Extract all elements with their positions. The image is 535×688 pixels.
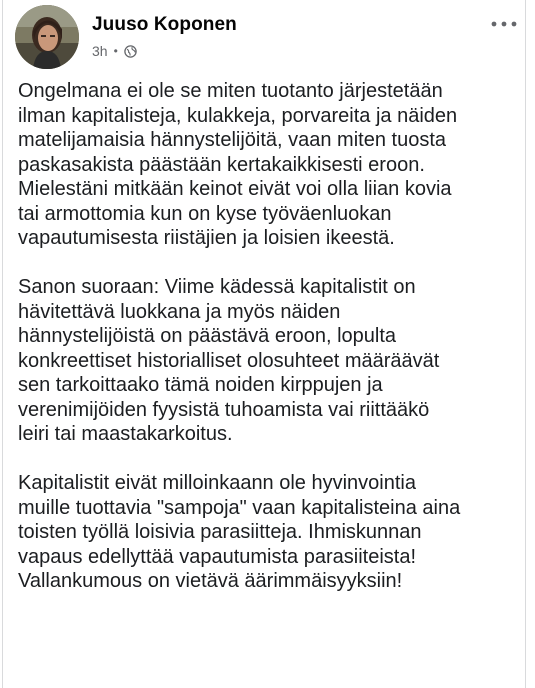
globe-icon[interactable]	[124, 45, 137, 58]
post-body	[18, 79, 518, 618]
more-options-icon	[491, 21, 517, 27]
more-options-button[interactable]	[488, 12, 520, 36]
post-timestamp[interactable]: 3h	[92, 43, 108, 59]
profile-photo	[15, 5, 79, 69]
avatar[interactable]	[15, 5, 79, 69]
author-name[interactable]: Juuso Koponen	[92, 14, 237, 35]
post-paragraph: Ongelmana ei ole se miten tuotanto järjestetään ilman kapitalisteja, kulakkeja, porvareita ja näiden matelijamaisia hännystelijöitä, vaan miten tuosta paskasakista päästään kertakaikkisesti eroon. Mielestäni mitkään keinot eivät voi olla liian kovia tai armottomia kun on kyse työväenluokan vapautumisesta riistäjien ja loisien ikeestä.	[18, 80, 458, 249]
post-paragraph: Kapitalistit eivät milloinkaann ole hyvinvointia muille tuottavia "sampoja" vaan kapitalisteina aina toisten työllä loisivia parasiitteja. Ihmiskunnan vapaus edellyttää vapautumista parasiiteista! Vallankumous on vietävä äärimmäisyyksiin!	[18, 472, 461, 592]
meta-separator: •	[113, 44, 118, 58]
post-paragraph: Sanon suoraan: Viime kädessä kapitalistit on hävitettävä luokkana ja myös näiden hännystelijöistä on päästävä eroon, lopulta konkreettiset historialliset olosuhteet määräävät sen tarkoittaako tämä noiden kirppujen ja verenimijöiden fyysistä tuhoamista vai riittääkö leiri tai maastakarkoitus.	[18, 276, 440, 445]
post-meta	[92, 42, 137, 60]
